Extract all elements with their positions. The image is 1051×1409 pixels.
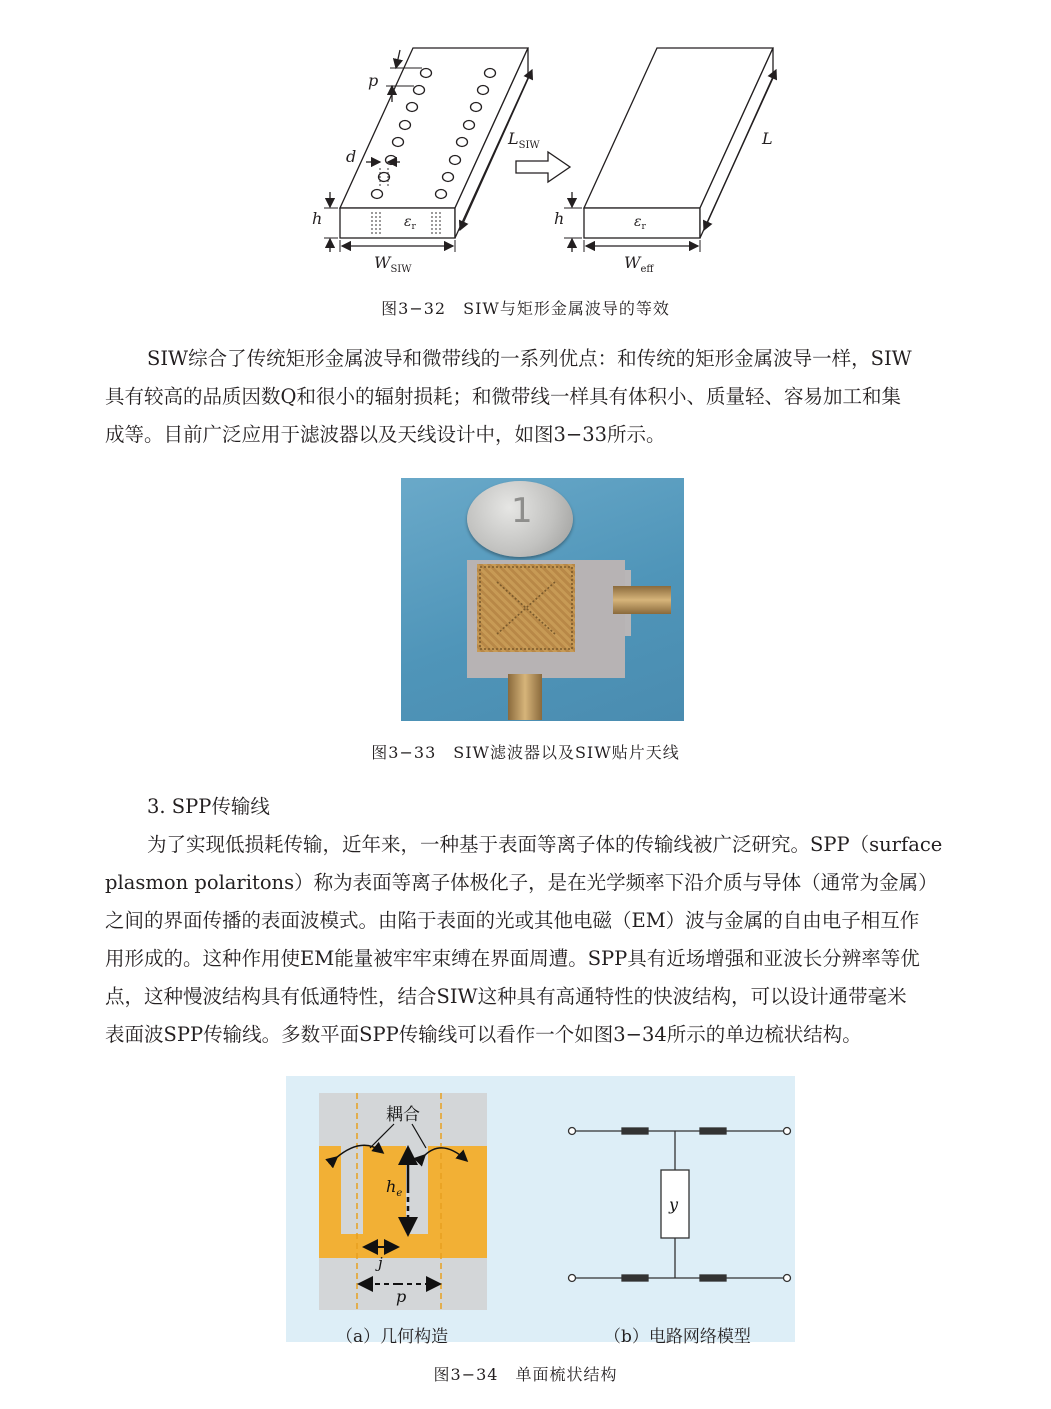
label-w-siw: $W_{SIW}$ <box>374 253 412 275</box>
paragraph-line: 之间的界面传播的表面波模式。由陷于表面的光或其他电磁（EM）波与金属的自由电子相互作 <box>105 909 920 932</box>
figure-34-caption: 图3−34 单面梳状结构 <box>433 1365 618 1384</box>
siw-equivalence-figure <box>300 40 800 280</box>
subcaption-a: （a）几何构造 <box>336 1327 449 1347</box>
section-heading <box>105 788 977 826</box>
figure-33-caption: 图3−33 SIW滤波器以及SIW贴片天线 <box>371 743 680 762</box>
section-heading-text: 3. SPP传输线 <box>147 795 270 818</box>
label-eps-left: $\varepsilon_r$ <box>404 214 416 232</box>
paragraph-2 <box>105 826 977 1054</box>
bottom-connector <box>508 674 542 720</box>
coin-digit: 1 <box>511 491 533 531</box>
j-label: j <box>378 1254 383 1272</box>
paragraph-line: 成等。目前广泛应用于滤波器以及天线设计中，如图3−33所示。 <box>105 423 666 446</box>
coupling-label: 耦合 <box>386 1105 420 1125</box>
label-l: L <box>762 129 773 148</box>
geometry-diagram <box>319 1093 487 1310</box>
comb-structure-svg <box>286 1076 795 1342</box>
subcaption-b: （b）电路网络模型 <box>604 1327 751 1347</box>
comb-structure-figure <box>286 1076 795 1347</box>
label-h-right: h <box>554 209 565 228</box>
coin <box>467 481 573 557</box>
label-w-eff: $W_{eff}$ <box>624 253 654 275</box>
p-label: p <box>396 1287 407 1306</box>
label-l-siw: $L_{SIW}$ <box>508 129 540 151</box>
paragraph-line: SIW综合了传统矩形金属波导和微带线的一系列优点：和传统的矩形金属波导一样，SIW <box>147 347 912 370</box>
siw-filter-photo <box>401 478 684 721</box>
y-label: y <box>669 1195 679 1214</box>
label-p: p <box>368 71 379 90</box>
circuit-diagram <box>569 1128 791 1282</box>
label-eps-right: $\varepsilon_r$ <box>634 214 646 232</box>
figure-32-caption: 图3−32 SIW与矩形金属波导的等效 <box>381 299 670 318</box>
paragraph-line: plasmon polaritons）称为表面等离子体极化子，是在光学频率下沿介质与导体（通常为金属） <box>105 871 938 894</box>
label-d: d <box>346 147 357 166</box>
rect-waveguide-block <box>564 48 776 252</box>
paragraph-line: 具有较高的品质因数Q和很小的辐射损耗；和微带线一样具有体积小、质量轻、容易加工和集 <box>105 385 901 408</box>
siw-patch <box>477 564 575 652</box>
equivalence-arrow <box>516 152 570 182</box>
paragraph-line: 点，这种慢波结构具有低通特性，结合SIW这种具有高通特性的快波结构，可以设计通带毫米 <box>105 985 907 1008</box>
patch-via-pattern <box>477 564 575 652</box>
paragraph-1 <box>105 340 977 454</box>
paragraph-line: 为了实现低损耗传输，近年来，一种基于表面等离子体的传输线被广泛研究。SPP（surface <box>147 833 943 856</box>
side-connector <box>613 586 671 614</box>
paragraph-line: 用形成的。这种作用使EM能量被牢牢束缚在界面周遭。SPP具有近场增强和亚波长分辨率等优 <box>105 947 920 970</box>
paragraph-line: 表面波SPP传输线。多数平面SPP传输线可以看作一个如图3−34所示的单边梳状结构。 <box>105 1023 862 1046</box>
label-h-left: h <box>312 209 323 228</box>
he-label: $h_e$ <box>386 1177 403 1199</box>
